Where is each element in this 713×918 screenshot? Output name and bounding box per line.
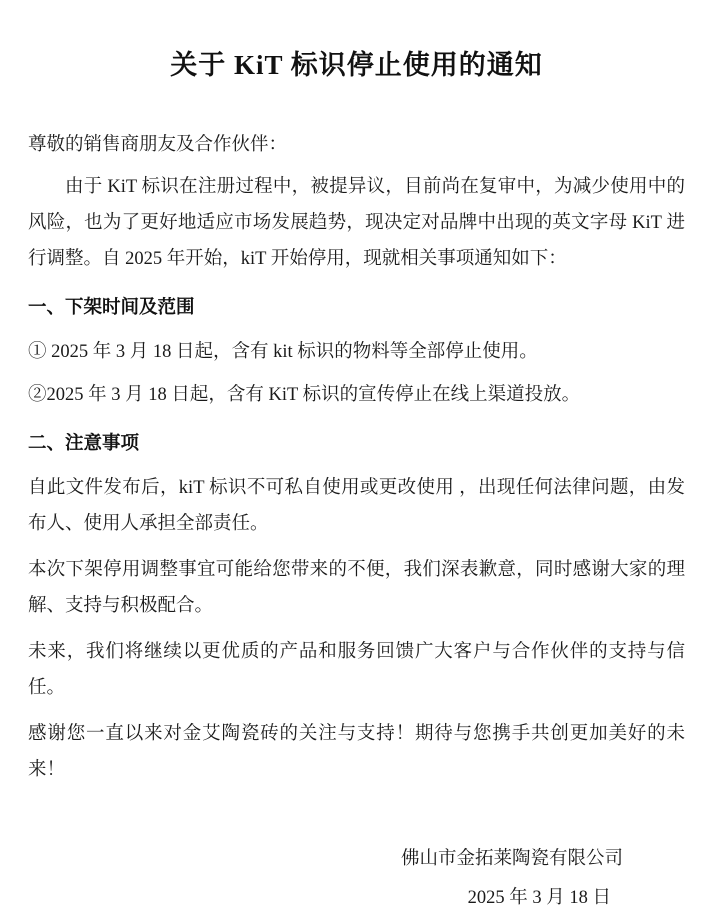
- salutation: 尊敬的销售商朋友及合作伙伴：: [28, 135, 288, 156]
- intro-paragraph: 由于 KiT 标识在注册过程中，被提异议，目前尚在复审中，为减少使用中的风险，也为了更好地适应市场发展趋势，现决定对品牌中出现的英文字母 KiT 进行调整。自 2025 年开始，kiT 开始停用，现就相关事项通知如下：: [28, 177, 685, 270]
- list-item: ②2025 年 3 月 18 日起，含有 KiT 标识的宣传停止在线上渠道投放。: [28, 384, 581, 405]
- section-heading-1: 一、下架时间及范围: [28, 298, 195, 319]
- signature-date: 2025 年 3 月 18 日: [467, 888, 611, 909]
- notice-paragraph-3: 未来，我们将继续以更优质的产品和服务回馈广大客户与合作伙伴的支持与信任。: [28, 642, 685, 699]
- notice-paragraph-2: 本次下架停用调整事宜可能给您带来的不便，我们深表歉意，同时感谢大家的理解、支持与积极配合。: [28, 559, 685, 616]
- signature-company: 佛山市金拓莱陶瓷有限公司: [400, 849, 623, 870]
- list-item: ① 2025 年 3 月 18 日起，含有 kit 标识的物料等全部停止使用。: [28, 342, 538, 363]
- section-heading-2: 二、注意事项: [28, 433, 140, 454]
- notice-paragraph-1: 自此文件发布后，kiT 标识不可私自使用或更改使用 ，出现任何法律问题，由发布人、使用人承担全部责任。: [28, 477, 685, 534]
- signature-block: [28, 840, 685, 918]
- document-body: [28, 127, 685, 918]
- notice-paragraph-4: 感谢您一直以来对金艾陶瓷砖的关注与支持！期待与您携手共创更加美好的未来！: [28, 724, 685, 781]
- page-title: 关于 KiT 标识停止使用的通知: [170, 50, 543, 80]
